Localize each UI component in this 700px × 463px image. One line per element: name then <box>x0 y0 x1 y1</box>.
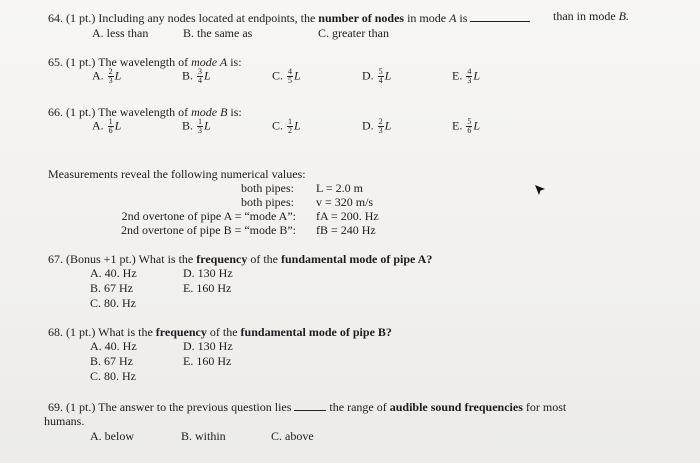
fraction-numerator: 5 <box>378 67 383 76</box>
fraction-numerator: 5 <box>467 117 472 126</box>
question-text: humans. <box>44 414 85 428</box>
measurement-value: v = 320 m/s <box>316 195 374 209</box>
fraction-denominator: 3 <box>467 76 472 85</box>
question-emphasis: audible sound frequencies <box>389 400 523 414</box>
question-points: (1 pt.) <box>66 55 96 69</box>
fraction <box>197 68 203 85</box>
fraction-numerator: 2 <box>378 117 383 126</box>
question-emphasis: fundamental mode of pipe B? <box>240 325 392 339</box>
option-letter: E. <box>452 118 463 133</box>
option-letter: B. <box>182 118 194 133</box>
option-b[interactable]: B. the same as <box>183 26 253 40</box>
question-number: 67. <box>48 252 63 266</box>
unit: L <box>473 68 481 83</box>
question-text: than in mode <box>553 9 616 23</box>
measurements-intro: Measurements reveal the following numerical values: <box>48 167 306 181</box>
unit: L <box>114 118 122 133</box>
option-letter: A. <box>92 68 104 83</box>
option-e[interactable] <box>452 68 480 85</box>
fraction <box>466 68 472 85</box>
fraction-denominator: 3 <box>198 126 203 135</box>
option-e[interactable]: E. 160 Hz <box>183 354 232 368</box>
fraction-denominator: 4 <box>378 76 383 85</box>
question-text: What is the <box>138 252 194 266</box>
fraction-numerator: 1 <box>108 117 113 126</box>
question-text: in mode <box>407 11 447 25</box>
question-number: 65. <box>48 55 63 69</box>
fraction-numerator: 2 <box>108 67 113 76</box>
question-text: The wavelength of <box>98 105 189 119</box>
option-c[interactable]: C. above <box>271 429 314 443</box>
option-a[interactable] <box>92 118 121 135</box>
option-b[interactable] <box>182 68 211 85</box>
measurement-label: both pipes: <box>241 181 294 195</box>
question-text: What is the <box>98 325 153 339</box>
fraction <box>287 118 293 135</box>
option-d[interactable]: D. 130 Hz <box>183 266 233 280</box>
option-d[interactable] <box>362 118 391 135</box>
unit: L <box>384 118 392 133</box>
option-e[interactable] <box>452 118 480 135</box>
fraction-numerator: 4 <box>467 67 472 76</box>
unit: L <box>294 118 301 133</box>
mouse-pointer-icon <box>533 183 547 197</box>
option-d[interactable]: D. 130 Hz <box>183 339 233 353</box>
fraction <box>378 118 384 135</box>
question-emphasis: frequency <box>196 252 248 266</box>
question-text: Including any nodes located at endpoints, the <box>98 11 316 25</box>
fraction <box>197 118 203 135</box>
question-points: (1 pt.) <box>66 400 96 414</box>
fraction <box>108 118 114 135</box>
option-letter: D. <box>362 118 374 133</box>
unit: L <box>384 68 392 83</box>
measurement-value: fA = 200. Hz <box>316 209 379 223</box>
measurement-value: fB = 240 Hz <box>316 223 376 237</box>
mode-label: mode B <box>191 105 228 119</box>
question-text: The answer to the previous question lies <box>98 400 292 414</box>
question-points: (1 pt.) <box>66 105 96 119</box>
question-67 <box>48 252 432 266</box>
measurement-value: L = 2.0 m <box>316 181 363 195</box>
mode-label: B. <box>618 9 629 23</box>
question-text: the range of <box>329 400 387 414</box>
question-emphasis: number of nodes <box>318 11 405 25</box>
fraction-denominator: 6 <box>467 126 472 135</box>
question-points: (1 pt.) <box>66 325 96 339</box>
measurement-label: 2nd overtone of pipe B = “mode B”: <box>120 223 296 237</box>
question-points: (Bonus +1 pt.) <box>66 252 136 266</box>
question-text: for most <box>525 400 567 414</box>
measurement-label: both pipes: <box>241 195 294 209</box>
fraction-numerator: 4 <box>288 67 293 76</box>
mode-label: A <box>449 11 457 25</box>
unit: L <box>294 68 301 83</box>
option-letter: C. <box>272 118 284 133</box>
question-number: 66. <box>48 105 63 119</box>
option-e[interactable]: E. 160 Hz <box>183 281 232 295</box>
option-a[interactable]: A. 40. Hz <box>90 266 137 280</box>
option-a[interactable]: A. below <box>90 429 134 443</box>
question-64 <box>48 11 530 25</box>
measurement-label: 2nd overtone of pipe A = “mode A”: <box>121 209 296 223</box>
question-text: The wavelength of <box>98 55 189 69</box>
option-b[interactable]: B. 67 Hz <box>90 354 133 368</box>
mode-label: mode A <box>191 55 228 69</box>
question-emphasis: frequency <box>155 325 207 339</box>
fraction <box>466 118 472 135</box>
question-emphasis: fundamental mode of pipe A? <box>281 252 433 266</box>
question-65 <box>48 55 242 69</box>
unit: L <box>114 68 122 83</box>
option-c[interactable] <box>272 118 301 135</box>
question-64-tail <box>553 9 629 23</box>
fraction-numerator: 1 <box>198 117 203 126</box>
fraction <box>378 68 384 85</box>
fraction <box>108 68 114 85</box>
option-c[interactable] <box>272 68 301 85</box>
option-letter: C. <box>272 68 284 83</box>
option-b[interactable]: B. 67 Hz <box>90 281 133 295</box>
question-points: (1 pt.) <box>66 11 96 25</box>
fraction-denominator: 3 <box>378 126 383 135</box>
fraction-denominator: 4 <box>198 76 203 85</box>
question-68 <box>48 325 392 339</box>
fraction-numerator: 1 <box>288 117 293 126</box>
option-b[interactable]: B. within <box>181 429 226 443</box>
fraction-denominator: 2 <box>288 126 293 135</box>
fraction-denominator: 3 <box>108 76 113 85</box>
option-letter: A. <box>92 118 104 133</box>
option-letter: B. <box>182 68 194 83</box>
question-text: is <box>459 11 468 25</box>
fraction <box>287 68 293 85</box>
option-letter: E. <box>452 68 463 83</box>
question-69 <box>48 400 566 414</box>
option-c[interactable]: C. greater than <box>318 26 389 40</box>
question-text: is: <box>230 105 242 119</box>
unit: L <box>204 118 211 133</box>
question-text: of the <box>250 252 278 266</box>
option-c[interactable]: C. 80. Hz <box>90 369 136 383</box>
question-number: 68. <box>48 325 63 339</box>
option-d[interactable] <box>362 68 391 85</box>
answer-blank[interactable] <box>470 11 530 22</box>
fraction-denominator: 6 <box>108 126 113 135</box>
question-66 <box>48 105 242 119</box>
option-a[interactable]: A. 40. Hz <box>90 339 137 353</box>
option-a[interactable] <box>92 68 121 85</box>
fraction-denominator: 5 <box>288 76 293 85</box>
question-number: 69. <box>48 400 63 414</box>
option-b[interactable] <box>182 118 211 135</box>
answer-blank[interactable] <box>294 400 326 411</box>
unit: L <box>473 118 481 133</box>
question-text: of the <box>209 325 238 339</box>
option-a[interactable]: A. less than <box>92 26 149 40</box>
question-text: is: <box>230 55 242 69</box>
fraction-numerator: 3 <box>198 67 203 76</box>
unit: L <box>204 68 211 83</box>
question-number: 64. <box>48 11 63 25</box>
option-letter: D. <box>362 68 374 83</box>
option-c[interactable]: C. 80. Hz <box>90 296 136 310</box>
